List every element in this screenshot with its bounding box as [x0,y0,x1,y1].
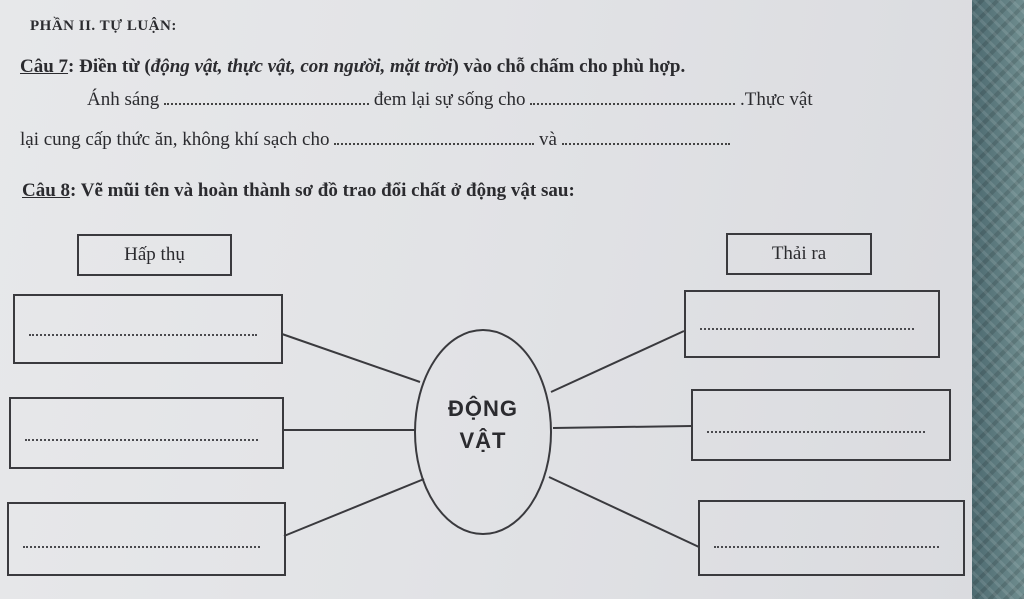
absorb-box-1[interactable] [13,294,283,364]
answer-line [707,431,925,433]
question-7-prompt-after: ) vào chỗ chấm cho phù hợp. [452,56,686,77]
excrete-header: Thải ra [726,233,872,275]
center-label-line-1: ĐỘNG [448,396,518,421]
line-2-text-b: và [538,129,557,150]
connector-right-bottom [549,477,699,547]
excrete-box-1[interactable] [684,290,940,358]
connector-right-top [551,331,684,392]
absorb-box-3[interactable] [7,502,286,576]
answer-line [700,328,914,330]
line-1-text-c: .Thực vật [740,89,813,110]
answer-line [714,546,939,548]
center-label [416,393,550,457]
question-7-prompt-before: : Điền từ ( [68,56,151,77]
background-fabric [972,0,1024,599]
excrete-box-2[interactable] [691,389,951,461]
absorb-header: Hấp thụ [77,234,232,276]
line-1-text-b: đem lại sự sống cho [373,89,526,110]
section-title: PHẦN II. TỰ LUẬN: [30,18,177,34]
question-7-label: Câu 7 [20,56,69,77]
line-2-text-a: lại cung cấp thức ăn, không khí sạch cho [20,129,330,150]
question-8-prompt-text: : Vẽ mũi tên và hoàn thành sơ đồ trao đổi chất ở động vật sau: [70,180,575,201]
answer-line [23,546,260,548]
question-7-options: động vật, thực vật, con người, mặt trời [150,56,453,77]
line-1-text-a: Ánh sáng [87,89,160,110]
absorb-box-2[interactable] [9,397,284,469]
connector-left-bottom [284,479,424,536]
excrete-box-3[interactable] [698,500,965,576]
connector-left-top [282,334,420,382]
answer-line [29,334,257,336]
answer-line [25,439,258,441]
connector-right-middle [553,426,692,428]
question-8-label: Câu 8 [22,180,71,201]
center-label-line-2: VẬT [459,428,507,453]
